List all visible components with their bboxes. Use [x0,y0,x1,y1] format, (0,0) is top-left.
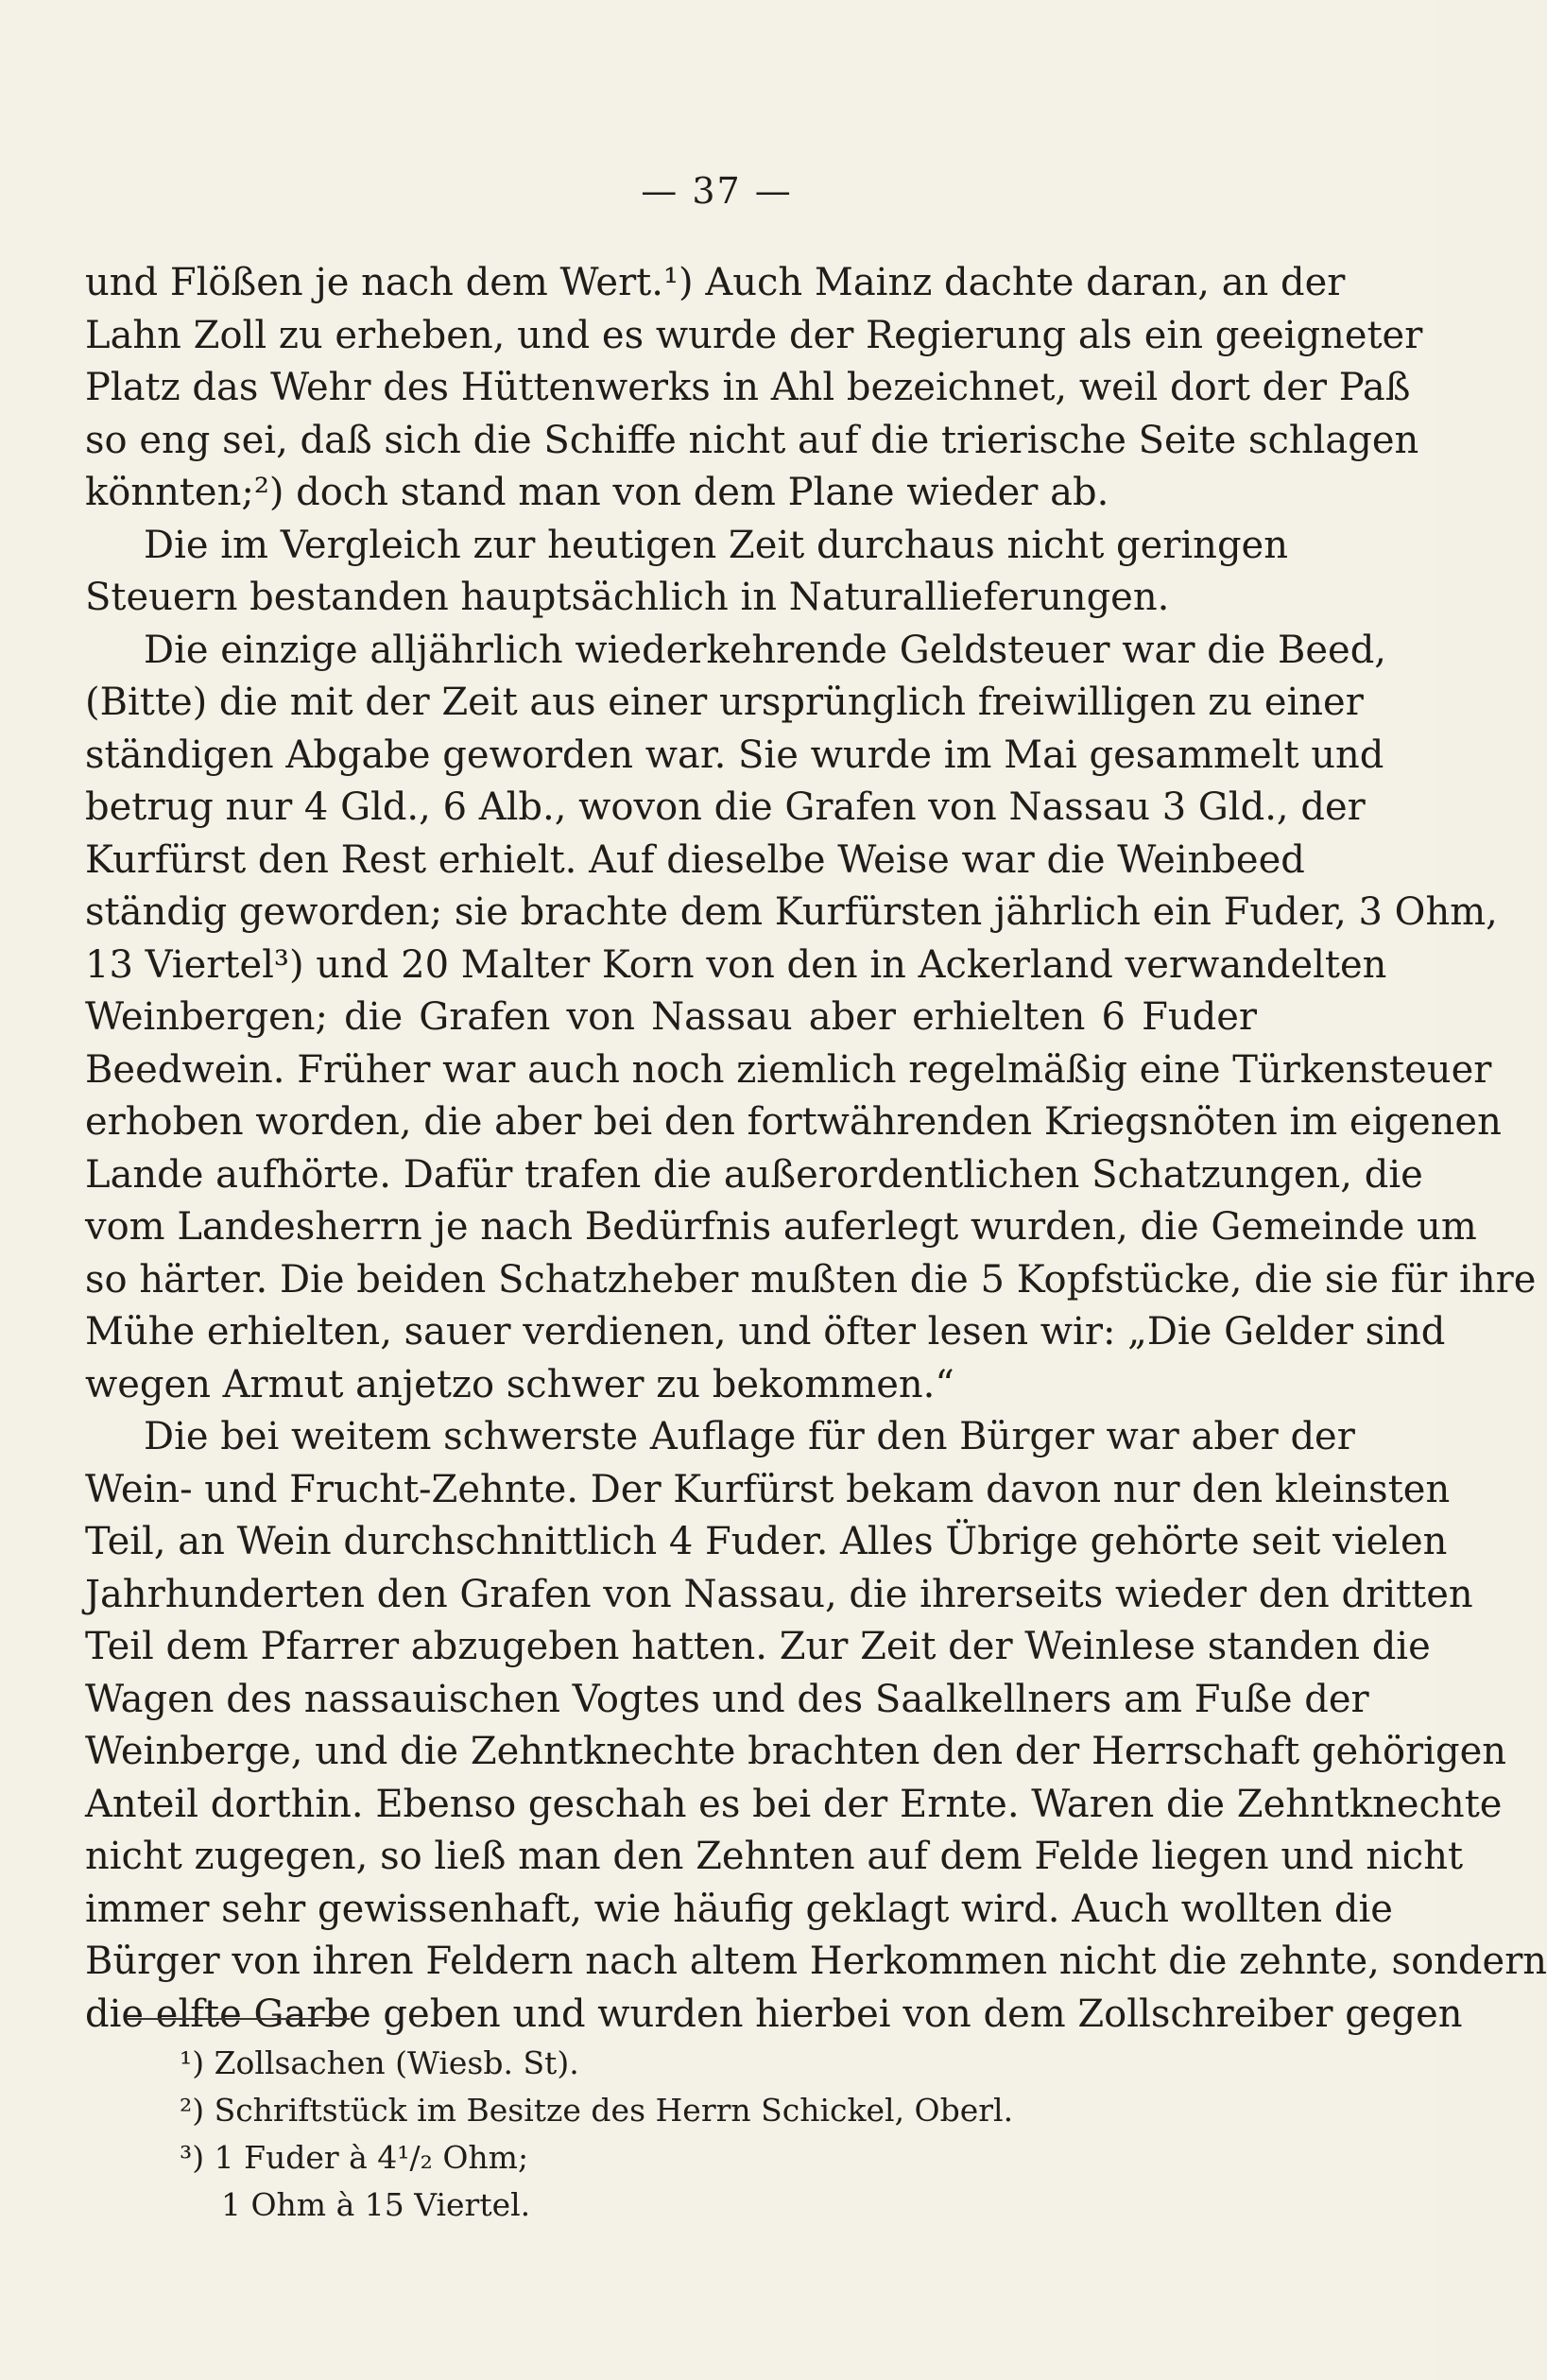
text-line: 13 Viertel³) und 20 Malter Korn von den in Ackerland verwandelten [85,942,1387,987]
text-line: Jahrhunderten den Grafen von Nassau, die ihrerseits wieder den dritten [85,1572,1473,1616]
text-line: so härter. Die beiden Schatzheber mußten die 5 Kopfstücke, die sie für ihre [85,1257,1537,1302]
text-line: erhoben worden, die aber bei den fortwährenden Kriegsnöten im eigenen [85,1100,1502,1144]
footnotes [180,2040,1125,2229]
text-line: Platz das Wehr des Hüttenwerks in Ahl bezeichnet, weil dort der Paß [85,366,1411,409]
text-line: Teil dem Pfarrer abzugeben hatten. Zur Zeit der Weinlese standen die [85,1625,1431,1668]
text-line: die elfte Garbe geben und wurden hierbei von dem Zollschreiber gegen [85,1992,1463,2036]
text-line: Die bei weitem schwerste Auflage für den Bürger war aber der [144,1415,1355,1458]
text-line: vom Landesherrn je nach Bedürfnis auferlegt wurden, die Gemeinde um [85,1205,1477,1249]
text-line: wegen Armut anjetzo schwer zu bekommen.“ [85,1362,954,1406]
text-line: Kurfürst den Rest erhielt. Auf dieselbe Weise war die Weinbeed [85,837,1305,882]
text-line: Wein- und Frucht-Zehnte. Der Kurfürst bekam davon nur den kleinsten [85,1467,1451,1511]
text-line: Wagen des nassauischen Vogtes und des Saalkellners am Fuße der [85,1677,1369,1721]
text-line: Mühe erhielten, sauer verdienen, und öfter lesen wir: „Die Gelder sind [85,1310,1446,1354]
text-line: so eng sei, daß sich die Schiffe nicht auf die trierische Seite schlagen [85,418,1419,462]
text-line: nicht zugegen, so ließ man den Zehnten auf dem Felde liegen und nicht [85,1835,1464,1878]
text-line: und Flößen je nach dem Wert.¹) Auch Mainz dachte daran, an der [85,261,1346,304]
text-line: Steuern bestanden hauptsächlich in Naturallieferungen. [85,576,1170,619]
page-number: — 37 — [641,170,793,212]
text-line: Lahn Zoll zu erheben, und es wurde der Regierung als ein geeigneter [85,313,1423,357]
text-line: Anteil dorthin. Ebenso geschah es bei der Ernte. Waren die Zehntknechte [85,1782,1503,1826]
text-line: ständig geworden; sie brachte dem Kurfürsten jährlich ein Fuder, 3 Ohm, [85,890,1498,934]
text-line: Weinbergen; die Grafen von Nassau aber erhielten 6 Fuder [85,995,1257,1039]
text-line: könnten;²) doch stand man von dem Plane wieder ab. [85,471,1109,514]
text-line: (Bitte) die mit der Zeit aus einer ursprünglich freiwilligen zu einer [85,681,1364,724]
footnote-divider [128,2018,350,2020]
text-line: Bürger von ihren Feldern nach altem Herkommen nicht die zehnte, sondern [85,1940,1547,1983]
footnote: 1 Ohm à 15 Viertel. [221,2186,531,2223]
text-line: Teil, an Wein durchschnittlich 4 Fuder. Alles Übrige gehörte seit vielen [85,1520,1448,1563]
text-line: Beedwein. Früher war auch noch ziemlich regelmäßig eine Türkensteuer [85,1047,1492,1092]
text-line: ständigen Abgabe geworden war. Sie wurde im Mai gesammelt und [85,733,1384,777]
footnote: ²) Schriftstück im Besitze des Herrn Schickel, Oberl. [180,2092,1014,2129]
body-text [85,257,1547,2041]
text-line: Lande aufhörte. Dafür trafen die außerordentlichen Schatzungen, die [85,1152,1423,1197]
text-line: Weinberge, und die Zehntknechte brachten den der Herrschaft gehörigen [85,1730,1507,1773]
text-line: immer sehr gewissenhaft, wie häufig geklagt wird. Auch wollten die [85,1887,1393,1931]
text-line: betrug nur 4 Gld., 6 Alb., wovon die Grafen von Nassau 3 Gld., der [85,785,1366,829]
text-line: Die im Vergleich zur heutigen Zeit durchaus nicht geringen [144,523,1288,567]
footnote: ¹) Zollsachen (Wiesb. St). [180,2044,579,2081]
text-line: Die einzige alljährlich wiederkehrende Geldsteuer war die Beed, [144,628,1387,672]
footnote: ³) 1 Fuder à 4¹/₂ Ohm; [180,2139,529,2176]
